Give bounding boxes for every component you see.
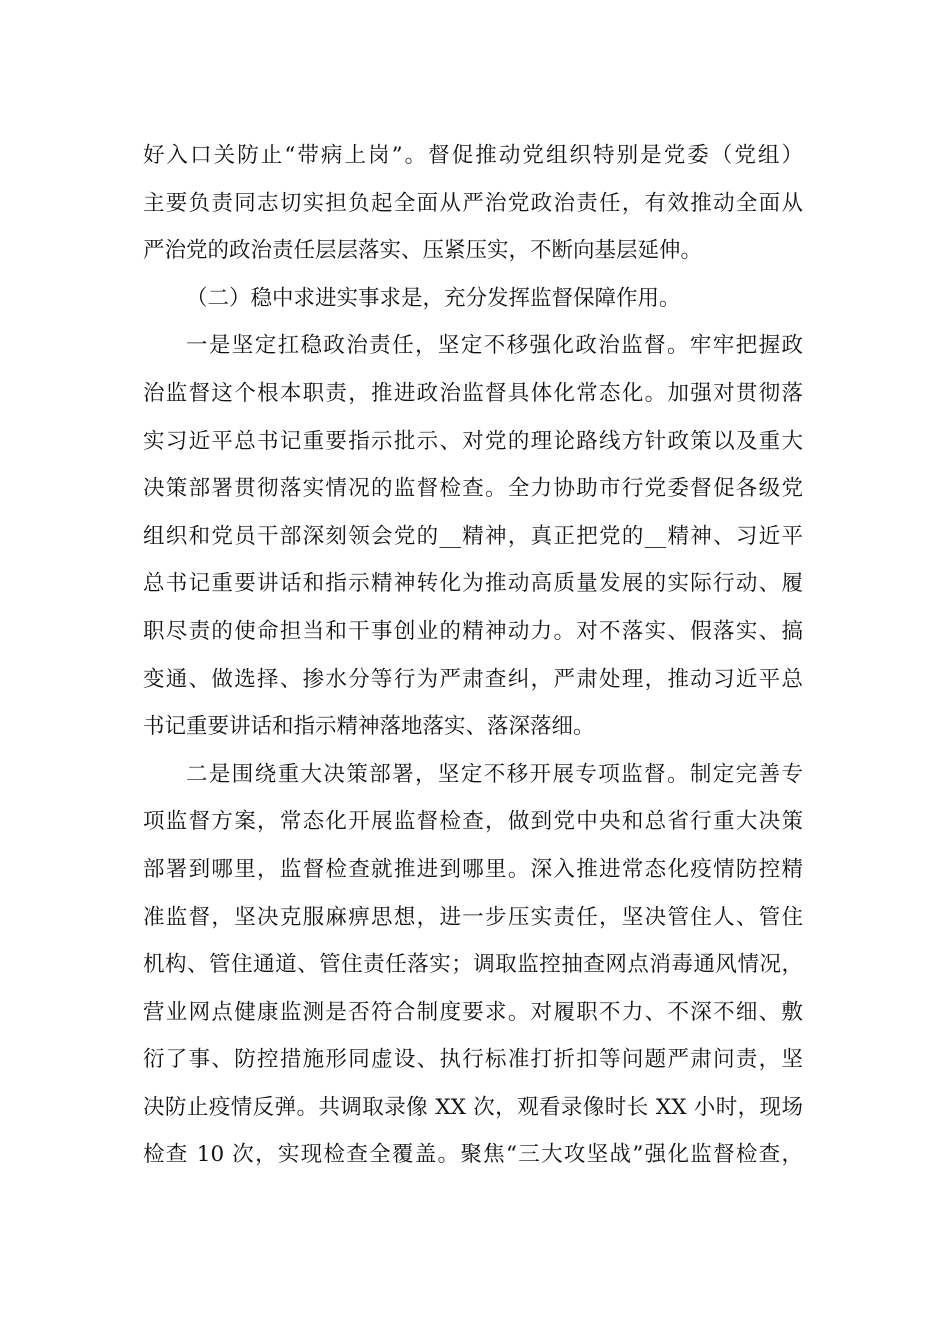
text-line: 好入口关防止“带病上岗”。督促推动党组织特别是党委（党组） bbox=[143, 143, 803, 168]
text-line: 机构、管住通道、管住责任落实；调取监控抽查网点消毒通风情况， bbox=[143, 952, 803, 978]
text-line: 职尽责的使命担当和干事创业的精神动力。对不落实、假落实、搞 bbox=[143, 618, 803, 644]
text-line: 准监督，坚决克服麻痹思想，进一步压实责任，坚决管住人、管住 bbox=[143, 904, 803, 930]
text-line: 一是坚定扛稳政治责任，坚定不移强化政治监督。牢牢把握政 bbox=[186, 333, 803, 359]
text-line: 书记重要讲话和指示精神落地落实、落深落细。 bbox=[143, 714, 595, 740]
text-line: 决防止疫情反弹。共调取录像 XX 次，观看录像时长 XX 小时，现场 bbox=[143, 1094, 803, 1120]
text-line: 二是围绕重大决策部署，坚定不移开展专项监督。制定完善专 bbox=[186, 761, 803, 787]
section-heading: （二）稳中求进实事求是，充分发挥监督保障作用。 bbox=[186, 285, 681, 311]
text-line: 严治党的政治责任层层落实、压紧压实，不断向基层延伸。 bbox=[143, 238, 703, 264]
text-line: 衍了事、防控措施形同虚设、执行标准打折扣等问题严肃问责，坚 bbox=[143, 1047, 803, 1073]
text-line: 主要负责同志切实担负起全面从严治党政治责任，有效推动全面从 bbox=[143, 190, 803, 216]
body-text bbox=[143, 132, 803, 1179]
text-line: 营业网点健康监测是否符合制度要求。对履职不力、不深不细、敷 bbox=[143, 999, 803, 1025]
text-line: 检查 10 次，实现检查全覆盖。聚焦“三大攻坚战”强化监督检查， bbox=[143, 1142, 803, 1168]
text-line: 治监督这个根本职责，推进政治监督具体化常态化。加强对贯彻落 bbox=[143, 380, 803, 406]
text-line: 决策部署贯彻落实情况的监督检查。全力协助市行党委督促各级党 bbox=[143, 476, 803, 502]
text-line: 组织和党员干部深刻领会党的__精神，真正把党的__精神、习近平 bbox=[143, 523, 803, 549]
text-line: 实习近平总书记重要指示批示、对党的理论路线方针政策以及重大 bbox=[143, 428, 803, 454]
text-line: 变通、做选择、掺水分等行为严肃查纠，严肃处理，推动习近平总 bbox=[143, 666, 803, 692]
text-line: 部署到哪里，监督检查就推进到哪里。深入推进常态化疫情防控精 bbox=[143, 856, 803, 882]
text-line: 总书记重要讲话和指示精神转化为推动高质量发展的实际行动、履 bbox=[143, 571, 803, 597]
text-line: 项监督方案，常态化开展监督检查，做到党中央和总省行重大决策 bbox=[143, 809, 803, 835]
